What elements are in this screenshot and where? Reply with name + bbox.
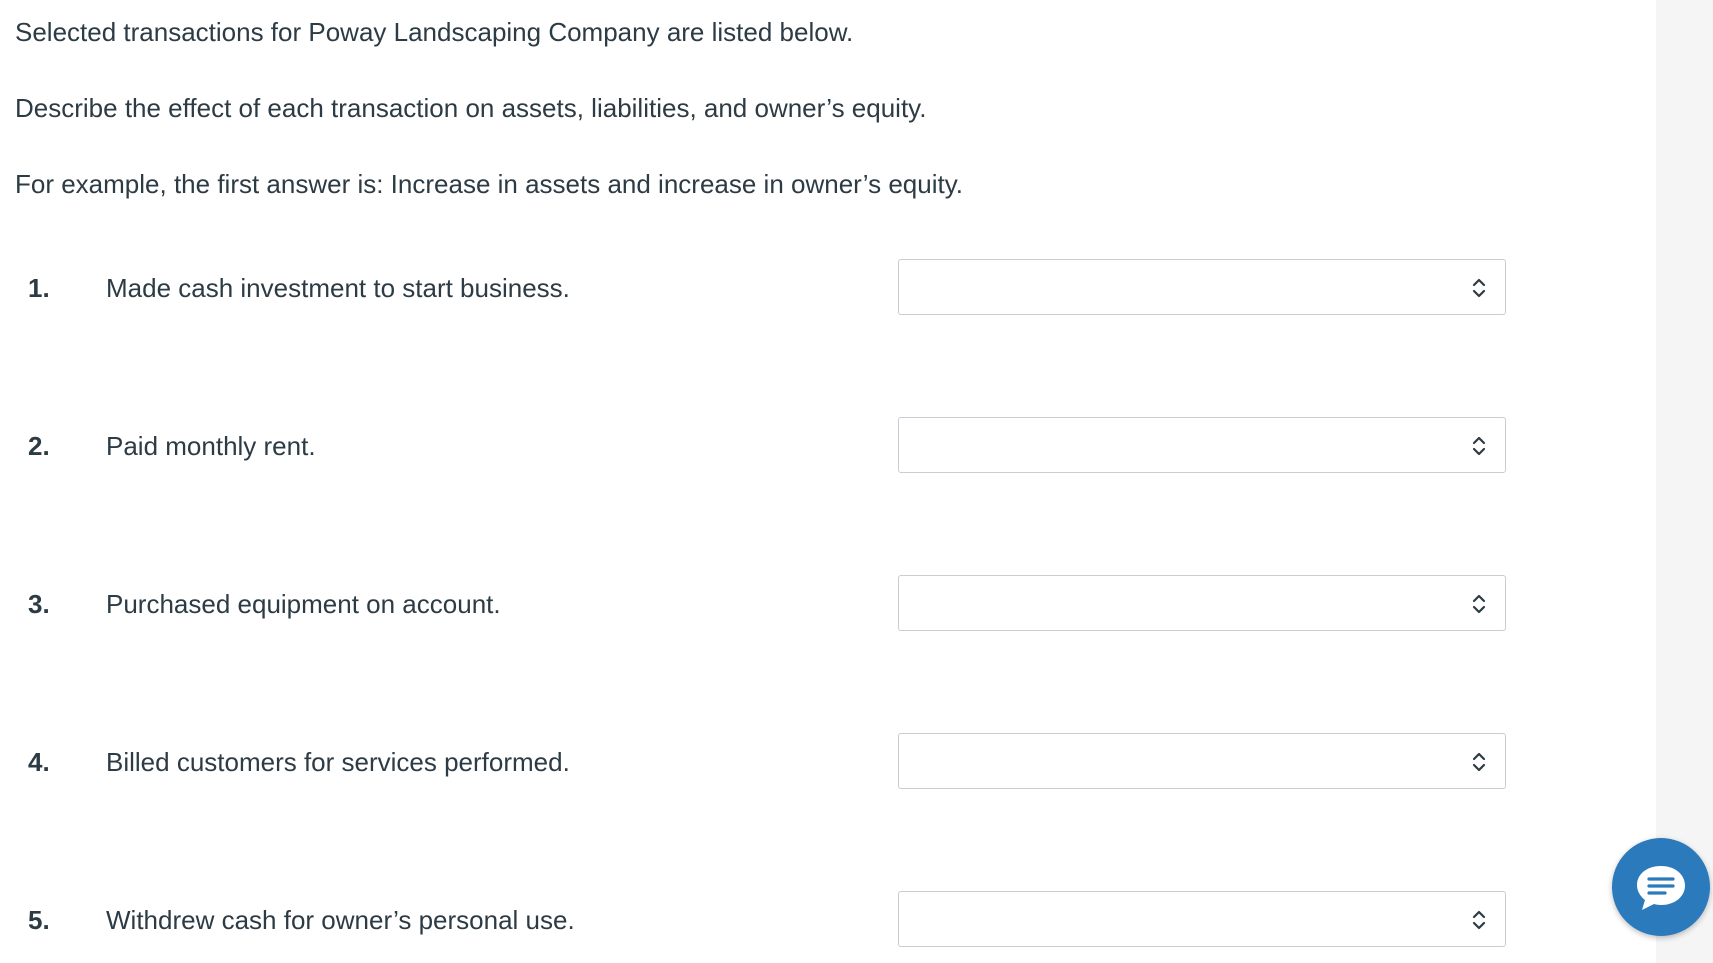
- chevron-up-down-icon: [1471, 592, 1487, 616]
- question-text: Paid monthly rent.: [106, 431, 316, 461]
- answer-select-5[interactable]: [898, 891, 1506, 947]
- chat-button[interactable]: [1612, 838, 1710, 936]
- question-number: 3.: [28, 589, 50, 619]
- intro-text-1: Selected transactions for Poway Landscaping Company are listed below.: [15, 17, 854, 47]
- question-text: Withdrew cash for owner’s personal use.: [106, 905, 575, 935]
- chevron-up-down-icon: [1471, 434, 1487, 458]
- answer-select-4[interactable]: [898, 733, 1506, 789]
- chevron-up-down-icon: [1471, 908, 1487, 932]
- intro-text-3: For example, the first answer is: Increase in assets and increase in owner’s equity.: [15, 169, 963, 199]
- answer-select-1[interactable]: [898, 259, 1506, 315]
- question-number: 4.: [28, 747, 50, 777]
- question-text: Billed customers for services performed.: [106, 747, 570, 777]
- question-number: 2.: [28, 431, 50, 461]
- intro-text-2: Describe the effect of each transaction on assets, liabilities, and owner’s equity.: [15, 93, 927, 123]
- answer-select-2[interactable]: [898, 417, 1506, 473]
- question-text: Made cash investment to start business.: [106, 273, 570, 303]
- question-row-5: [0, 891, 1510, 949]
- right-gutter: [1656, 0, 1713, 963]
- chevron-up-down-icon: [1471, 276, 1487, 300]
- question-row-1: [0, 259, 1510, 317]
- question-number: 1.: [28, 273, 50, 303]
- question-text: Purchased equipment on account.: [106, 589, 501, 619]
- question-row-2: [0, 417, 1510, 475]
- chevron-up-down-icon: [1471, 750, 1487, 774]
- question-row-3: [0, 575, 1510, 633]
- question-number: 5.: [28, 905, 50, 935]
- chat-bubble-icon: [1633, 860, 1689, 916]
- question-row-4: [0, 733, 1510, 791]
- answer-select-3[interactable]: [898, 575, 1506, 631]
